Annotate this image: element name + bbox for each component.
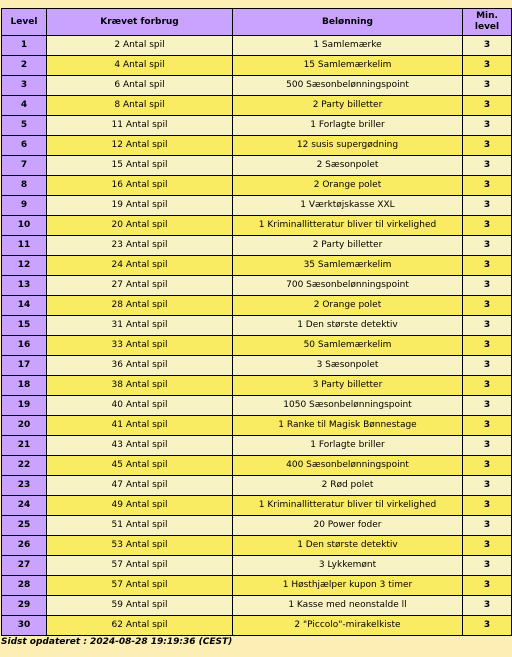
cell-min-level: 3 — [463, 116, 512, 136]
table-row — [2, 436, 512, 456]
cell-reward: 500 Sæsonbelønningspoint — [233, 76, 463, 96]
table-row — [2, 276, 512, 296]
cell-level: 11 — [2, 236, 47, 256]
cell-reward: 3 Lykkemønt — [233, 556, 463, 576]
table-body — [2, 36, 512, 636]
cell-reward: 1 Samlemærke — [233, 36, 463, 56]
cell-reward: 12 susis supergødning — [233, 136, 463, 156]
table-row — [2, 96, 512, 116]
cell-reward: 1 Høsthjælper kupon 3 timer — [233, 576, 463, 596]
cell-min-level: 3 — [463, 456, 512, 476]
cell-level: 21 — [2, 436, 47, 456]
cell-requirement: 36 Antal spil — [47, 356, 233, 376]
level-rewards-table — [1, 8, 512, 636]
cell-min-level: 3 — [463, 316, 512, 336]
table-row — [2, 296, 512, 316]
cell-reward: 2 Party billetter — [233, 236, 463, 256]
cell-reward: 1 Forlagte briller — [233, 436, 463, 456]
cell-min-level: 3 — [463, 216, 512, 236]
table-row — [2, 116, 512, 136]
table-row — [2, 456, 512, 476]
cell-level: 25 — [2, 516, 47, 536]
cell-reward: 1 Kriminallitteratur bliver til virkelighed — [233, 496, 463, 516]
cell-min-level: 3 — [463, 516, 512, 536]
cell-level: 19 — [2, 396, 47, 416]
cell-reward: 35 Samlemærkelim — [233, 256, 463, 276]
table-row — [2, 576, 512, 596]
table-row — [2, 136, 512, 156]
cell-min-level: 3 — [463, 616, 512, 636]
table-row — [2, 76, 512, 96]
cell-requirement: 12 Antal spil — [47, 136, 233, 156]
cell-level: 28 — [2, 576, 47, 596]
cell-reward: 2 Party billetter — [233, 96, 463, 116]
cell-reward: 1 Ranke til Magisk Bønnestage — [233, 416, 463, 436]
table-row — [2, 556, 512, 576]
cell-requirement: 43 Antal spil — [47, 436, 233, 456]
cell-requirement: 47 Antal spil — [47, 476, 233, 496]
cell-level: 9 — [2, 196, 47, 216]
table-row — [2, 316, 512, 336]
last-updated-text: Sidst opdateret : 2024-08-28 19:19:36 (CEST) — [1, 637, 233, 647]
cell-level: 15 — [2, 316, 47, 336]
cell-level: 2 — [2, 56, 47, 76]
cell-reward: 1 Kasse med neonstalde ll — [233, 596, 463, 616]
cell-min-level: 3 — [463, 496, 512, 516]
cell-requirement: 15 Antal spil — [47, 156, 233, 176]
cell-level: 10 — [2, 216, 47, 236]
cell-level: 16 — [2, 336, 47, 356]
cell-requirement: 40 Antal spil — [47, 396, 233, 416]
cell-min-level: 3 — [463, 136, 512, 156]
cell-reward: 2 Sæsonpolet — [233, 156, 463, 176]
cell-min-level: 3 — [463, 596, 512, 616]
cell-min-level: 3 — [463, 476, 512, 496]
table-row — [2, 416, 512, 436]
cell-level: 4 — [2, 96, 47, 116]
cell-level: 18 — [2, 376, 47, 396]
cell-level: 17 — [2, 356, 47, 376]
cell-min-level: 3 — [463, 416, 512, 436]
cell-requirement: 24 Antal spil — [47, 256, 233, 276]
table-row — [2, 56, 512, 76]
header-min-level — [463, 9, 512, 36]
cell-requirement: 8 Antal spil — [47, 96, 233, 116]
cell-min-level: 3 — [463, 156, 512, 176]
cell-requirement: 49 Antal spil — [47, 496, 233, 516]
cell-min-level: 3 — [463, 396, 512, 416]
cell-reward: 20 Power foder — [233, 516, 463, 536]
table-row — [2, 596, 512, 616]
cell-level: 6 — [2, 136, 47, 156]
cell-min-level: 3 — [463, 336, 512, 356]
cell-reward: 1050 Sæsonbelønningspoint — [233, 396, 463, 416]
cell-level: 24 — [2, 496, 47, 516]
cell-min-level: 3 — [463, 236, 512, 256]
cell-reward: 1 Den største detektiv — [233, 536, 463, 556]
table-row — [2, 616, 512, 636]
cell-reward: 1 Værktøjskasse XXL — [233, 196, 463, 216]
cell-level: 14 — [2, 296, 47, 316]
cell-level: 23 — [2, 476, 47, 496]
cell-requirement: 57 Antal spil — [47, 576, 233, 596]
cell-min-level: 3 — [463, 356, 512, 376]
cell-level: 30 — [2, 616, 47, 636]
cell-min-level: 3 — [463, 556, 512, 576]
cell-requirement: 53 Antal spil — [47, 536, 233, 556]
cell-reward: 3 Party billetter — [233, 376, 463, 396]
table-row — [2, 356, 512, 376]
cell-requirement: 27 Antal spil — [47, 276, 233, 296]
cell-level: 3 — [2, 76, 47, 96]
cell-requirement: 28 Antal spil — [47, 296, 233, 316]
cell-requirement: 45 Antal spil — [47, 456, 233, 476]
table-row — [2, 236, 512, 256]
cell-min-level: 3 — [463, 576, 512, 596]
cell-reward: 2 Rød polet — [233, 476, 463, 496]
cell-requirement: 11 Antal spil — [47, 116, 233, 136]
table-row — [2, 156, 512, 176]
cell-requirement: 6 Antal spil — [47, 76, 233, 96]
cell-level: 13 — [2, 276, 47, 296]
table-row — [2, 256, 512, 276]
cell-level: 29 — [2, 596, 47, 616]
cell-reward: 2 "Piccolo"-mirakelkiste — [233, 616, 463, 636]
cell-reward: 1 Forlagte briller — [233, 116, 463, 136]
table-row — [2, 496, 512, 516]
cell-reward: 400 Sæsonbelønningspoint — [233, 456, 463, 476]
cell-requirement: 51 Antal spil — [47, 516, 233, 536]
cell-requirement: 4 Antal spil — [47, 56, 233, 76]
cell-reward: 2 Orange polet — [233, 296, 463, 316]
cell-level: 27 — [2, 556, 47, 576]
cell-requirement: 31 Antal spil — [47, 316, 233, 336]
cell-requirement: 16 Antal spil — [47, 176, 233, 196]
cell-requirement: 38 Antal spil — [47, 376, 233, 396]
cell-level: 20 — [2, 416, 47, 436]
table-row — [2, 336, 512, 356]
cell-min-level: 3 — [463, 296, 512, 316]
header-level: Level — [2, 9, 47, 36]
cell-reward: 2 Orange polet — [233, 176, 463, 196]
cell-level: 1 — [2, 36, 47, 56]
cell-requirement: 59 Antal spil — [47, 596, 233, 616]
cell-reward: 1 Kriminallitteratur bliver til virkelighed — [233, 216, 463, 236]
table-row — [2, 216, 512, 236]
cell-min-level: 3 — [463, 56, 512, 76]
cell-reward: 1 Den største detektiv — [233, 316, 463, 336]
cell-min-level: 3 — [463, 376, 512, 396]
cell-min-level: 3 — [463, 436, 512, 456]
cell-level: 22 — [2, 456, 47, 476]
cell-requirement: 62 Antal spil — [47, 616, 233, 636]
cell-reward: 15 Samlemærkelim — [233, 56, 463, 76]
cell-min-level: 3 — [463, 176, 512, 196]
cell-min-level: 3 — [463, 96, 512, 116]
header-requirement: Krævet forbrug — [47, 9, 233, 36]
table-row — [2, 196, 512, 216]
cell-min-level: 3 — [463, 276, 512, 296]
cell-min-level: 3 — [463, 36, 512, 56]
cell-level: 7 — [2, 156, 47, 176]
table-row — [2, 476, 512, 496]
table-header-row — [2, 9, 512, 36]
table-row — [2, 176, 512, 196]
header-reward: Belønning — [233, 9, 463, 36]
table-row — [2, 36, 512, 56]
table-row — [2, 396, 512, 416]
cell-reward: 700 Sæsonbelønningspoint — [233, 276, 463, 296]
cell-requirement: 20 Antal spil — [47, 216, 233, 236]
cell-reward: 3 Sæsonpolet — [233, 356, 463, 376]
cell-reward: 50 Samlemærkelim — [233, 336, 463, 356]
cell-requirement: 19 Antal spil — [47, 196, 233, 216]
cell-level: 12 — [2, 256, 47, 276]
cell-min-level: 3 — [463, 536, 512, 556]
header-min-level-label: Min. level — [474, 11, 500, 32]
cell-min-level: 3 — [463, 76, 512, 96]
cell-min-level: 3 — [463, 256, 512, 276]
cell-requirement: 33 Antal spil — [47, 336, 233, 356]
cell-level: 5 — [2, 116, 47, 136]
cell-level: 8 — [2, 176, 47, 196]
cell-min-level: 3 — [463, 196, 512, 216]
cell-requirement: 23 Antal spil — [47, 236, 233, 256]
table-row — [2, 376, 512, 396]
cell-requirement: 57 Antal spil — [47, 556, 233, 576]
cell-level: 26 — [2, 536, 47, 556]
table-row — [2, 536, 512, 556]
cell-requirement: 41 Antal spil — [47, 416, 233, 436]
cell-requirement: 2 Antal spil — [47, 36, 233, 56]
table-row — [2, 516, 512, 536]
